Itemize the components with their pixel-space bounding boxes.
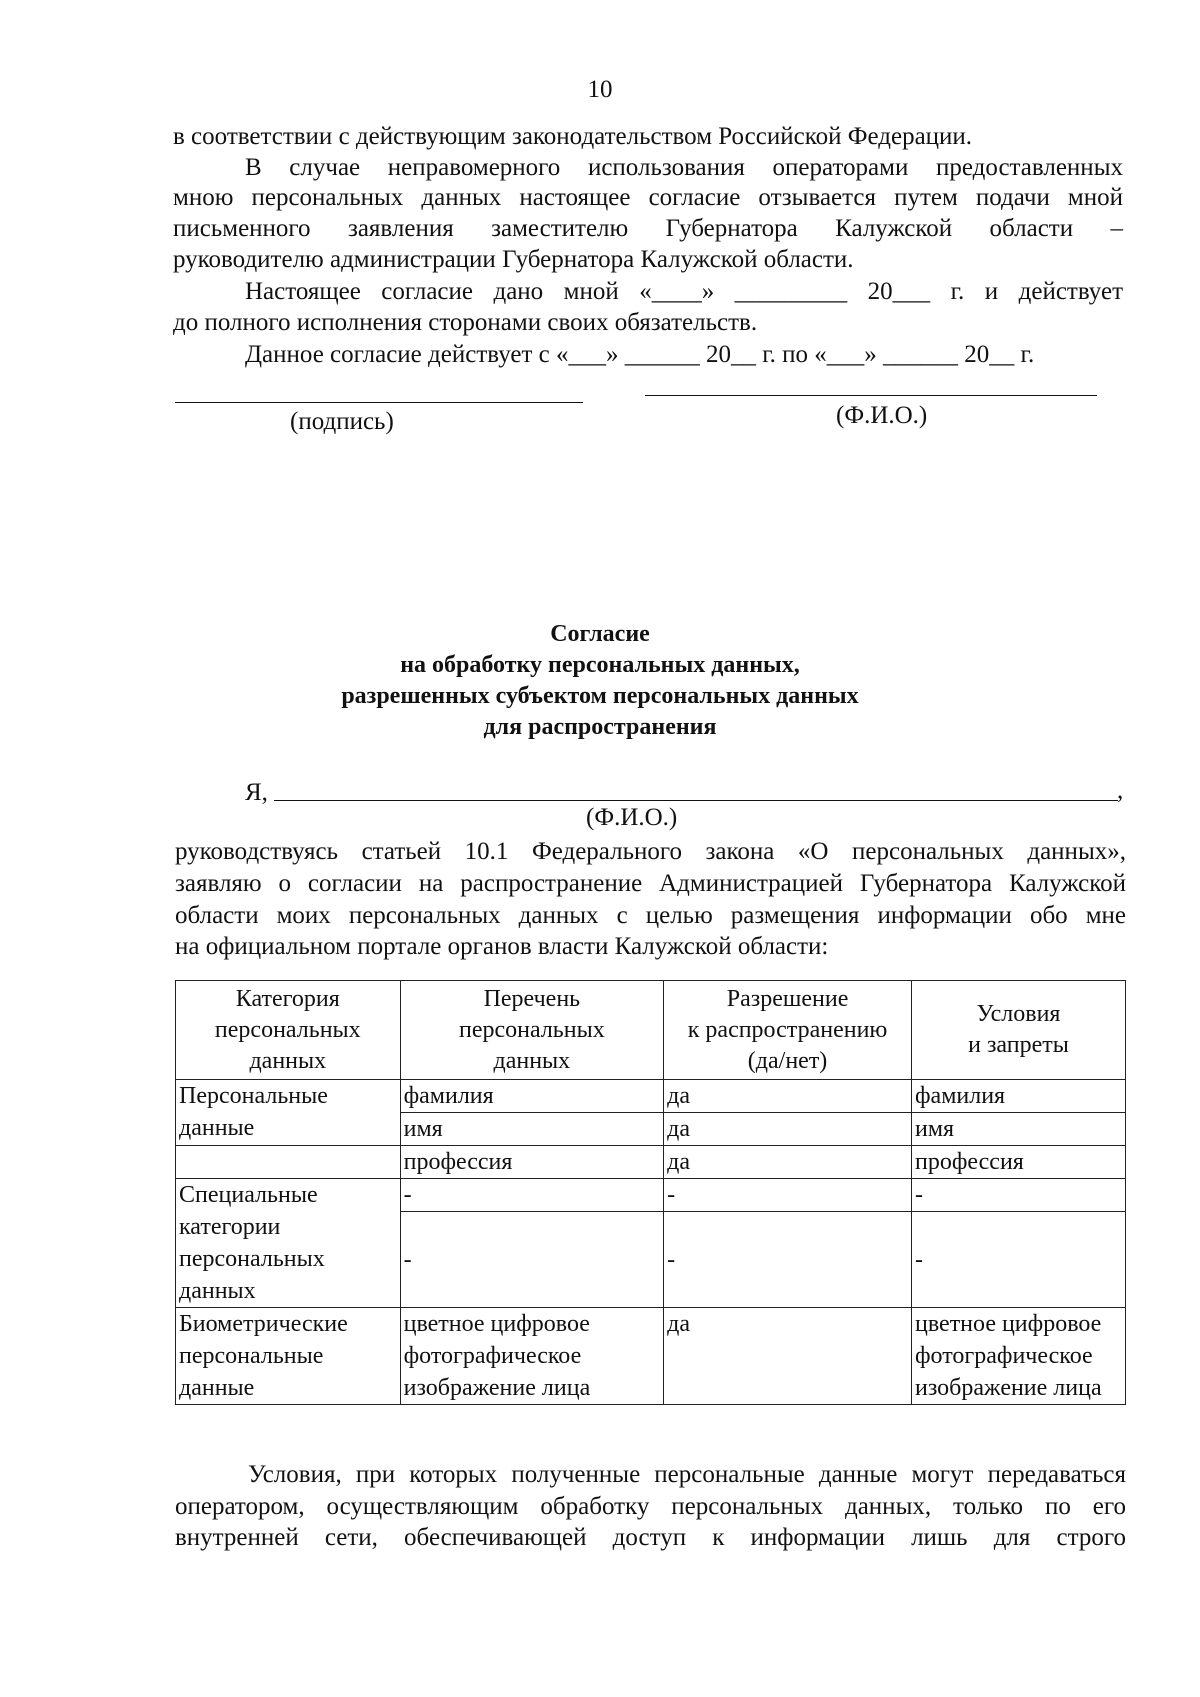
- text-line: письменного заявления заместителю Губернатора Калужской области –: [173, 215, 1123, 242]
- header-permission: Разрешение к распространению (да/нет): [664, 981, 912, 1080]
- cell-category-empty: [176, 1146, 401, 1179]
- table-row: [176, 1146, 1126, 1179]
- cell-permission: -: [664, 1212, 912, 1308]
- fio-label: (Ф.И.О.): [586, 804, 678, 831]
- text-line: заявляю о согласии на распространение Администрацией Губернатора Калужской: [175, 870, 1126, 897]
- text-line: Условия, при которых полученные персональные данные могут передаваться: [248, 1461, 1126, 1488]
- text-line: области моих персональных данных с целью размещения информации обо мне: [175, 902, 1126, 929]
- cell-permission: да: [664, 1113, 912, 1146]
- cell-conditions: -: [912, 1212, 1126, 1308]
- text-line: Настоящее согласие дано мной «____» _________ 20___ г. и действует: [245, 278, 1123, 305]
- text-line: руководителю администрации Губернатора Калужской области.: [173, 246, 854, 273]
- signature-line: [175, 402, 583, 403]
- document-title: Согласие: [550, 621, 650, 647]
- category-biometric: Биометрические персональные данные: [176, 1308, 401, 1405]
- text-line: оператором, осуществляющим обработку персональных данных, только по его: [175, 1493, 1126, 1520]
- fio-line: [645, 395, 1097, 396]
- text-line: до полного исполнения сторонами своих обязательств.: [173, 309, 758, 336]
- cell-permission: -: [664, 1179, 912, 1212]
- table-row: [176, 1179, 1126, 1212]
- cell-item: цветное цифровое фотографическое изображение лица: [400, 1308, 664, 1405]
- cell-item: профессия: [400, 1146, 664, 1179]
- table-header-row: [176, 981, 1126, 1080]
- cell-permission: да: [664, 1080, 912, 1113]
- header-conditions: Условия и запреты: [912, 981, 1126, 1080]
- cell-conditions: фамилия: [912, 1080, 1126, 1113]
- cell-permission: да: [664, 1308, 912, 1405]
- cell-conditions: -: [912, 1179, 1126, 1212]
- table-row: [176, 1308, 1126, 1405]
- document-subtitle: для распространения: [483, 714, 717, 740]
- text-line: руководствуясь статьей 10.1 Федерального закона «О персональных данных»,: [175, 838, 1126, 865]
- document-subtitle: на обработку персональных данных,: [400, 652, 800, 678]
- text-line: мною персональных данных настоящее согласие отзывается путем подачи мной: [173, 184, 1123, 211]
- cell-item: -: [400, 1179, 664, 1212]
- ya-label: Я,: [245, 779, 268, 806]
- consent-table: [175, 980, 1126, 1405]
- cell-conditions: имя: [912, 1113, 1126, 1146]
- header-category: Категория персональных данных: [176, 981, 401, 1080]
- cell-conditions: профессия: [912, 1146, 1126, 1179]
- text-line: на официальном портале органов власти Калужской области:: [175, 933, 829, 960]
- page-number: 10: [587, 76, 613, 103]
- signature-label: (подпись): [290, 408, 394, 435]
- name-fill-line: [274, 800, 1118, 801]
- cell-permission: да: [664, 1146, 912, 1179]
- header-list: Перечень персональных данных: [400, 981, 664, 1080]
- cell-item: -: [400, 1212, 664, 1308]
- cell-item: имя: [400, 1113, 664, 1146]
- text-line: В случае неправомерного использования операторами предоставленных: [245, 154, 1123, 181]
- category-special: Специальные категории персональных данных: [176, 1179, 401, 1308]
- text-line: внутренней сети, обеспечивающей доступ к информации лишь для строго: [175, 1524, 1126, 1551]
- document-subtitle: разрешенных субъектом персональных данных: [341, 683, 859, 709]
- cell-item: фамилия: [400, 1080, 664, 1113]
- comma: ,: [1117, 777, 1124, 804]
- table-row: [176, 1080, 1126, 1113]
- category-personal: Персональные данные: [176, 1080, 401, 1146]
- fio-label: (Ф.И.О.): [836, 402, 928, 429]
- text-line: в соответствии с действующим законодательством Российской Федерации.: [173, 123, 973, 150]
- cell-conditions: цветное цифровое фотографическое изображение лица: [912, 1308, 1126, 1405]
- text-line: Данное согласие действует с «___» ______ 20__ г. по «___» ______ 20__ г.: [245, 341, 1035, 368]
